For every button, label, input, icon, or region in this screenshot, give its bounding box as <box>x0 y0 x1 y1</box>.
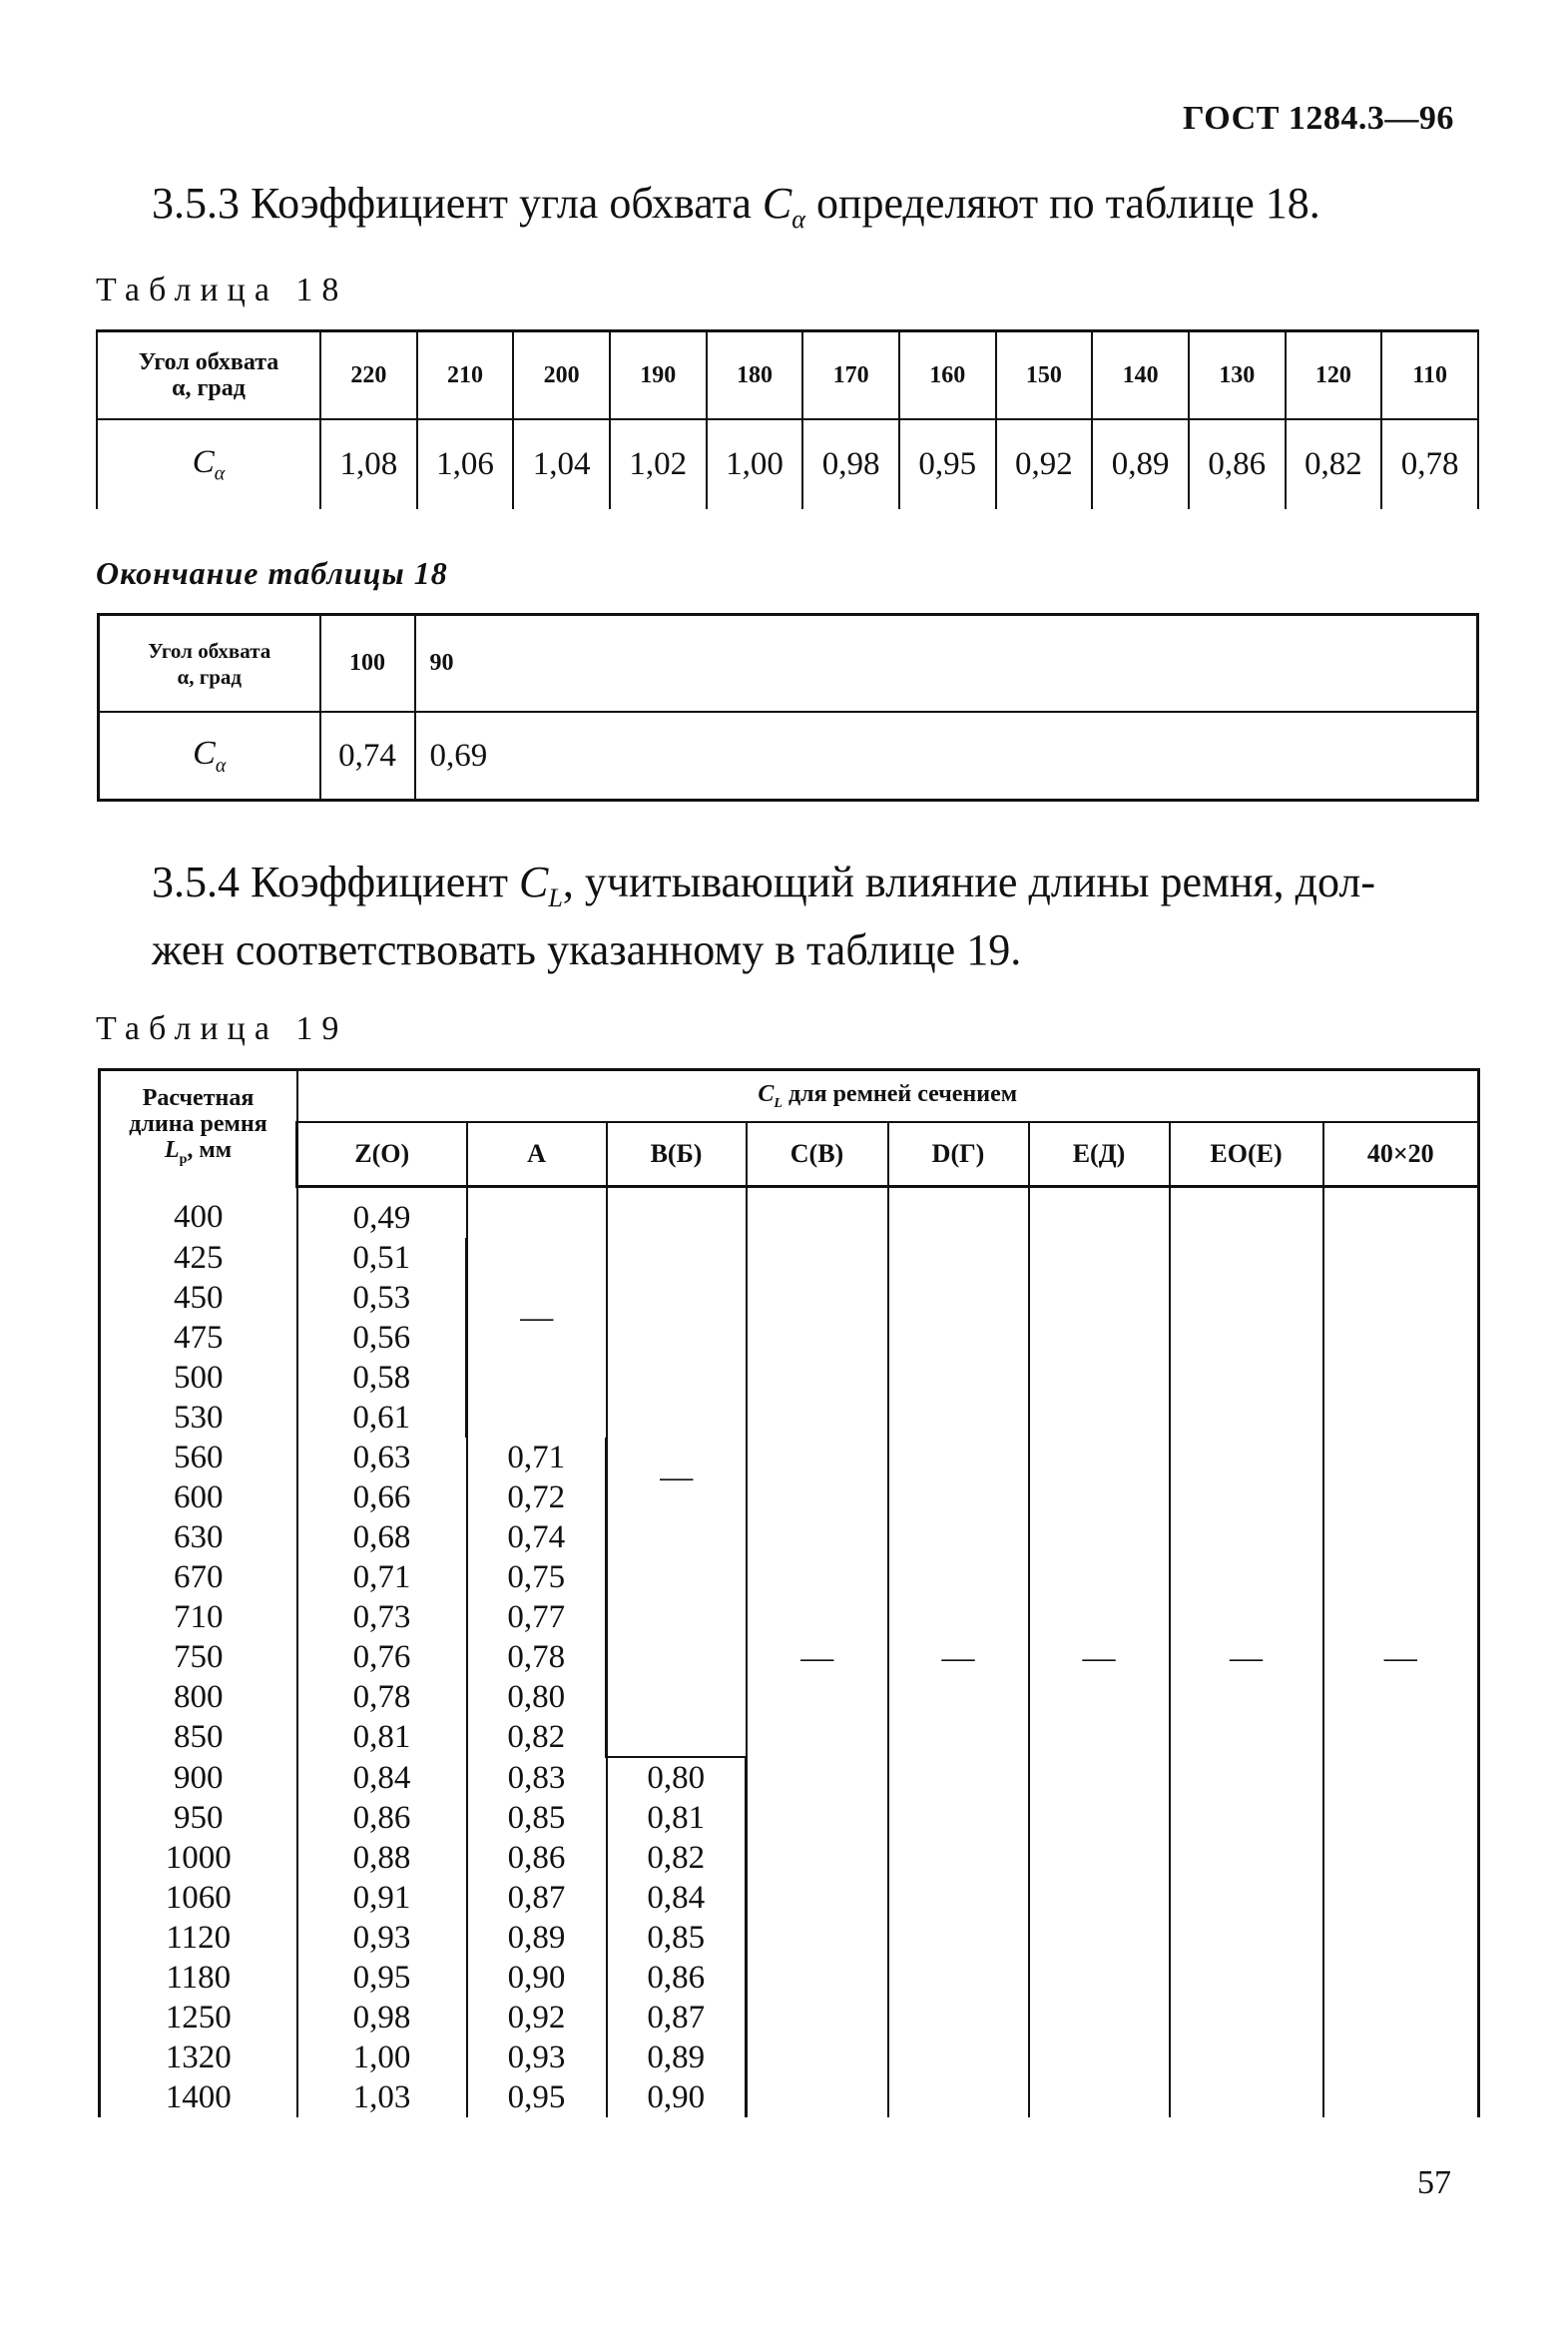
length-cell: 500 <box>100 1358 297 1398</box>
z-value-cell: 1,00 <box>297 2038 467 2077</box>
coeff-sub: α <box>214 462 226 485</box>
length-cell: 530 <box>100 1398 297 1438</box>
coeff-cell: 0,89 <box>1092 419 1189 509</box>
z-value-cell: 0,86 <box>297 1798 467 1838</box>
b-value-cell: 0,89 <box>607 2038 747 2077</box>
table-18-end-angle-row <box>99 615 1478 713</box>
z-value-cell: 0,53 <box>297 1278 467 1318</box>
b-value-cell: 0,85 <box>607 1918 747 1958</box>
z-value-cell: 0,76 <box>297 1637 467 1677</box>
b-dash-cell: — <box>607 1187 747 1758</box>
paragraph-3-5-4 <box>152 857 1375 976</box>
table-19-caption: Таблица 19 <box>96 1010 348 1047</box>
z-value-cell: 0,63 <box>297 1438 467 1477</box>
p354-prefix: 3.5.4 Коэффициент <box>152 858 520 906</box>
p354-sub: L <box>548 883 563 912</box>
group-symbol: C <box>758 1080 775 1107</box>
group-text: для ремней сечением <box>782 1080 1018 1107</box>
section-3-dash-cell: — <box>747 1187 888 2118</box>
z-value-cell: 0,78 <box>297 1677 467 1717</box>
z-value-cell: 0,84 <box>297 1757 467 1798</box>
table-18-caption: Таблица 18 <box>96 272 348 308</box>
table-19 <box>98 1068 1480 2117</box>
table-18 <box>96 329 1479 509</box>
table-18-row-head <box>97 331 320 420</box>
length-cell: 800 <box>100 1677 297 1717</box>
angle-cell: 150 <box>996 331 1093 420</box>
z-value-cell: 0,56 <box>297 1318 467 1358</box>
z-value-cell: 0,58 <box>297 1358 467 1398</box>
table-18-end-caption: Окончание таблицы 18 <box>96 555 448 591</box>
angle-cell: 190 <box>610 331 707 420</box>
z-value-cell: 0,68 <box>297 1517 467 1557</box>
angle-cell: 110 <box>1381 331 1478 420</box>
length-cell: 710 <box>100 1597 297 1637</box>
table-19-section-header <box>100 1122 1479 1187</box>
z-value-cell: 0,91 <box>297 1878 467 1918</box>
len-head-line-1: Расчетная <box>142 1084 255 1111</box>
section-5-dash-cell: — <box>1029 1187 1170 2118</box>
length-cell: 950 <box>100 1798 297 1838</box>
a-value-cell: 0,75 <box>467 1557 607 1597</box>
coeff-sub: α <box>215 754 227 777</box>
angle-cell: 220 <box>320 331 417 420</box>
table-18-end-coeff-row <box>99 712 1478 801</box>
section-4-dash-cell: — <box>888 1187 1029 2118</box>
section-7-dash-cell: — <box>1323 1187 1479 2118</box>
angle-cell: 120 <box>1286 331 1382 420</box>
table-18-angle-row <box>97 331 1478 420</box>
row-head-line-2: α, град <box>177 664 243 689</box>
page-number: 57 <box>1417 2164 1451 2201</box>
p353-prefix: 3.5.3 Коэффициент угла обхвата <box>152 179 763 228</box>
a-value-cell: 0,80 <box>467 1677 607 1717</box>
p353-suffix: определяют по таблице 18. <box>804 179 1320 228</box>
table-row <box>100 1187 1479 1239</box>
a-value-cell: 0,89 <box>467 1918 607 1958</box>
length-cell: 1000 <box>100 1838 297 1878</box>
group-sub: L <box>774 1095 783 1111</box>
z-value-cell: 0,66 <box>297 1477 467 1517</box>
angle-cell: 200 <box>513 331 610 420</box>
b-value-cell: 0,81 <box>607 1798 747 1838</box>
paragraph-3-5-3 <box>152 178 1320 246</box>
a-value-cell: 0,83 <box>467 1757 607 1798</box>
length-cell: 560 <box>100 1438 297 1477</box>
a-value-cell: 0,72 <box>467 1477 607 1517</box>
section-head: B(Б) <box>607 1122 747 1187</box>
p354-symbol: C <box>519 858 549 906</box>
a-value-cell: 0,87 <box>467 1878 607 1918</box>
table-18-coeff-head <box>97 419 320 509</box>
b-value-cell: 0,84 <box>607 1878 747 1918</box>
angle-cell: 100 <box>320 615 415 713</box>
b-value-cell: 0,90 <box>607 2077 747 2117</box>
table-18-coeff-row <box>97 419 1478 509</box>
length-cell: 1400 <box>100 2077 297 2117</box>
table-18-end <box>97 613 1479 802</box>
length-cell: 1180 <box>100 1958 297 1998</box>
coeff-cell: 0,98 <box>802 419 899 509</box>
length-cell: 750 <box>100 1637 297 1677</box>
length-column-head <box>100 1070 297 1187</box>
coeff-cell: 1,02 <box>610 419 707 509</box>
section-head: E(Д) <box>1029 1122 1170 1187</box>
coeff-cell: 0,78 <box>1381 419 1478 509</box>
coeff-symbol: C <box>193 734 216 772</box>
z-value-cell: 0,61 <box>297 1398 467 1438</box>
a-value-cell: 0,71 <box>467 1438 607 1477</box>
a-value-cell: 0,74 <box>467 1517 607 1557</box>
b-value-cell: 0,82 <box>607 1838 747 1878</box>
table-19-group-header <box>100 1070 1479 1123</box>
section-head: A <box>467 1122 607 1187</box>
a-value-cell: 0,77 <box>467 1597 607 1637</box>
coeff-cell: 1,06 <box>417 419 514 509</box>
coeff-symbol: C <box>192 443 215 480</box>
z-value-cell: 0,71 <box>297 1557 467 1597</box>
len-head-symbol: L <box>164 1136 180 1163</box>
len-head-sub: p <box>179 1151 188 1167</box>
z-value-cell: 0,95 <box>297 1958 467 1998</box>
z-value-cell: 0,98 <box>297 1998 467 2038</box>
p354-line2: жен соответствовать указанному в таблице 19. <box>152 925 1022 974</box>
p354-suffix: , учитывающий влияние длины ремня, дол- <box>562 858 1376 906</box>
angle-cell: 140 <box>1092 331 1189 420</box>
angle-cell: 180 <box>707 331 803 420</box>
row-head-line-1: Угол обхвата <box>148 638 271 663</box>
p353-sub: α <box>791 205 805 234</box>
length-cell: 400 <box>100 1187 297 1239</box>
coeff-cell: 1,04 <box>513 419 610 509</box>
length-cell: 670 <box>100 1557 297 1597</box>
a-value-cell: 0,93 <box>467 2038 607 2077</box>
a-value-cell: 0,86 <box>467 1838 607 1878</box>
z-value-cell: 0,81 <box>297 1717 467 1757</box>
coeff-cell: 0,82 <box>1286 419 1382 509</box>
section-head: D(Г) <box>888 1122 1029 1187</box>
length-cell: 450 <box>100 1278 297 1318</box>
table-18-end-coeff-head <box>99 712 320 801</box>
a-value-cell: 0,95 <box>467 2077 607 2117</box>
section-head: 40×20 <box>1323 1122 1479 1187</box>
coeff-cell: 0,95 <box>899 419 996 509</box>
section-head: C(B) <box>747 1122 888 1187</box>
angle-cell: 210 <box>417 331 514 420</box>
coeff-cell: 1,00 <box>707 419 803 509</box>
a-value-cell: 0,85 <box>467 1798 607 1838</box>
z-value-cell: 0,49 <box>297 1187 467 1239</box>
length-cell: 630 <box>100 1517 297 1557</box>
length-cell: 1320 <box>100 2038 297 2077</box>
section-head: Z(O) <box>297 1122 467 1187</box>
length-cell: 1120 <box>100 1918 297 1958</box>
length-cell: 850 <box>100 1717 297 1757</box>
coeff-cell: 0,86 <box>1189 419 1286 509</box>
coeff-cell: 1,08 <box>320 419 417 509</box>
z-value-cell: 0,51 <box>297 1238 467 1278</box>
p353-symbol: C <box>762 179 792 228</box>
a-value-cell: 0,90 <box>467 1958 607 1998</box>
group-head <box>297 1070 1479 1123</box>
row-head-line-2: α, град <box>172 375 246 402</box>
document-header: ГОСТ 1284.3—96 <box>1183 100 1454 137</box>
coeff-cell: 0,69 <box>415 712 1478 801</box>
len-head-unit: , мм <box>187 1136 233 1163</box>
row-head-line-1: Угол обхвата <box>138 349 279 376</box>
table-18-end-row-head <box>99 615 320 713</box>
b-value-cell: 0,87 <box>607 1998 747 2038</box>
angle-cell: 160 <box>899 331 996 420</box>
z-value-cell: 0,88 <box>297 1838 467 1878</box>
section-head: EO(E) <box>1170 1122 1323 1187</box>
len-head-line-2: длина ремня <box>129 1110 267 1137</box>
angle-cell: 170 <box>802 331 899 420</box>
a-value-cell: 0,78 <box>467 1637 607 1677</box>
length-cell: 475 <box>100 1318 297 1358</box>
b-value-cell: 0,80 <box>607 1757 747 1798</box>
length-cell: 1060 <box>100 1878 297 1918</box>
z-value-cell: 1,03 <box>297 2077 467 2117</box>
a-value-cell: 0,82 <box>467 1717 607 1757</box>
coeff-cell: 0,74 <box>320 712 415 801</box>
length-cell: 900 <box>100 1757 297 1798</box>
z-value-cell: 0,93 <box>297 1918 467 1958</box>
length-cell: 425 <box>100 1238 297 1278</box>
coeff-cell: 0,92 <box>996 419 1093 509</box>
section-6-dash-cell: — <box>1170 1187 1323 2118</box>
a-dash-cell: — <box>467 1187 607 1439</box>
length-cell: 600 <box>100 1477 297 1517</box>
b-value-cell: 0,86 <box>607 1958 747 1998</box>
angle-cell: 130 <box>1189 331 1286 420</box>
angle-cell: 90 <box>415 615 1478 713</box>
a-value-cell: 0,92 <box>467 1998 607 2038</box>
z-value-cell: 0,73 <box>297 1597 467 1637</box>
length-cell: 1250 <box>100 1998 297 2038</box>
